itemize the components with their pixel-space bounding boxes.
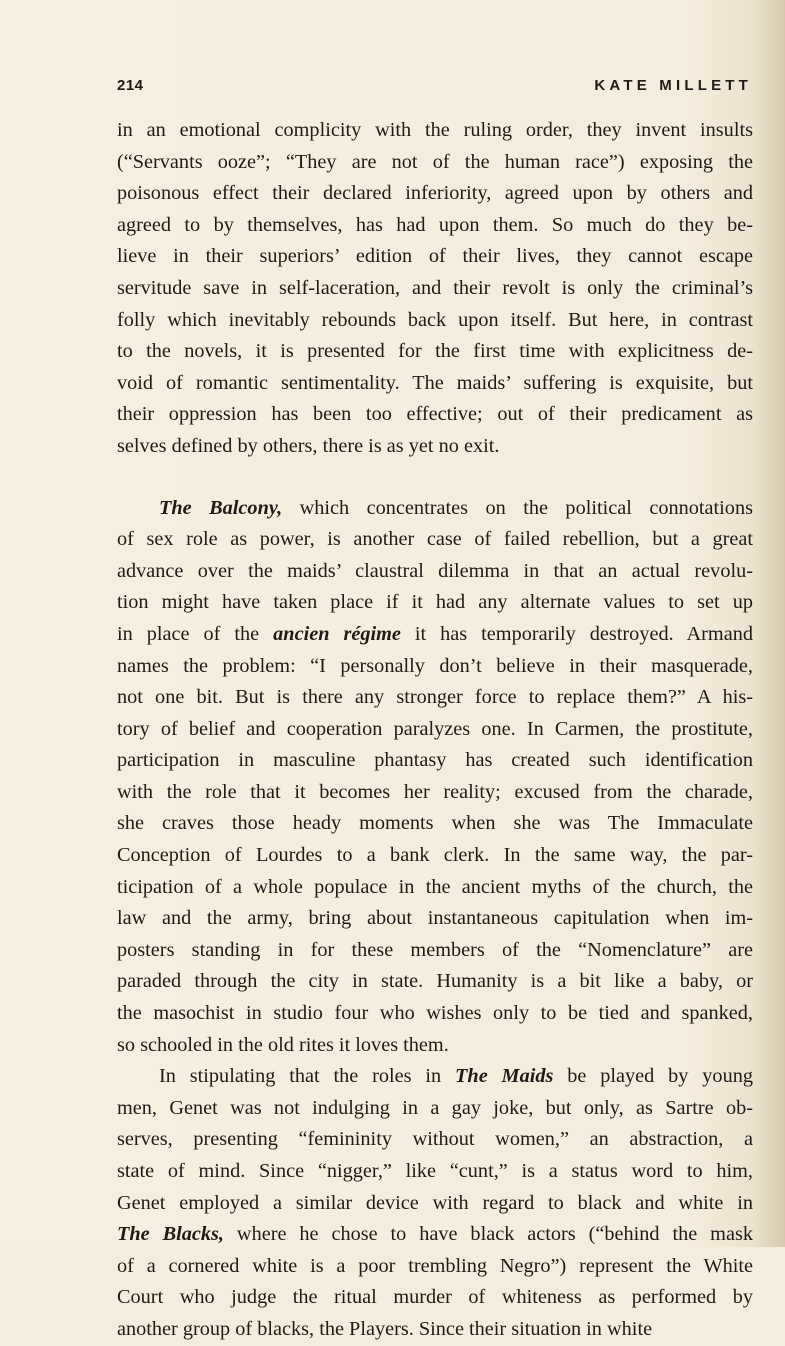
- text-line: [117, 935, 753, 967]
- text-run: participation in masculine phantasy has created such identification: [117, 749, 753, 772]
- text-line: [117, 178, 753, 210]
- text-run: selves defined by others, there is as yet no exit.: [117, 434, 500, 457]
- text-run: poisonous effect their declared inferiority, agreed upon by others and: [117, 182, 753, 205]
- text-run: void of romantic sentimentality. The maids’ suffering is exquisite, but: [117, 371, 753, 394]
- text-line: [117, 903, 753, 935]
- text-line: [117, 714, 753, 746]
- text-line: [117, 305, 753, 337]
- text-run: Conception of Lourdes to a bank clerk. In the same way, the par-: [117, 844, 753, 867]
- text-run: of a cornered white is a poor trembling Negro”) represent the White: [117, 1254, 753, 1277]
- page-number: 214: [117, 77, 144, 94]
- text-line: [117, 1282, 753, 1314]
- text-line: [117, 619, 753, 651]
- text-run: posters standing in for these members of the “Nomenclature” are: [117, 938, 753, 961]
- text-line: [117, 1030, 753, 1062]
- text-line: [117, 1156, 753, 1188]
- text-line: [117, 336, 753, 368]
- paragraph-gap: [117, 463, 753, 493]
- italic-title: The Maids: [455, 1065, 554, 1088]
- text-run: advance over the maids’ claustral dilemma in that an actual revolu-: [117, 559, 753, 582]
- text-run: not one bit. But is there any stronger force to replace them?” A his-: [117, 686, 753, 709]
- text-run: agreed to by themselves, has had upon them. So much do they be-: [117, 213, 753, 236]
- text-run: their oppression has been too effective; out of their predicament as: [117, 403, 753, 426]
- text-line: [117, 1061, 753, 1093]
- text-run: names the problem: “I personally don’t believe in their masquerade,: [117, 654, 753, 677]
- text-line: [117, 147, 753, 179]
- text-run: (“Servants ooze”; “They are not of the human race”) exposing the: [117, 150, 753, 173]
- text-line: [117, 682, 753, 714]
- text-line: [117, 1251, 753, 1283]
- paragraph: [117, 115, 753, 463]
- text-run: servitude save in self-laceration, and their revolt is only the criminal’s: [117, 276, 753, 299]
- text-run: where he chose to have black actors (“behind the mask: [224, 1223, 753, 1246]
- body-text: [117, 115, 753, 1346]
- text-line: [117, 524, 753, 556]
- text-line: [117, 273, 753, 305]
- text-line: [117, 556, 753, 588]
- text-run: she craves those heady moments when she was The Immaculate: [117, 812, 753, 835]
- text-run: another group of blacks, the Players. Since their situation in white: [117, 1317, 653, 1340]
- paragraph: [117, 493, 753, 1062]
- text-line: [117, 808, 753, 840]
- text-run: tion might have taken place if it had any alternate values to set up: [117, 591, 753, 614]
- text-line: [117, 998, 753, 1030]
- text-run: lieve in their superiors’ edition of their lives, they cannot escape: [117, 245, 753, 268]
- text-line: [117, 1124, 753, 1156]
- text-run: to the novels, it is presented for the first time with explicitness de-: [117, 340, 753, 363]
- text-run: so schooled in the old rites it loves them.: [117, 1033, 449, 1056]
- italic-title: ancien régime: [273, 622, 401, 645]
- text-line: [117, 1093, 753, 1125]
- text-line: [117, 777, 753, 809]
- text-run: of sex role as power, is another case of failed rebellion, but a great: [117, 528, 753, 551]
- running-head-author: KATE MILLETT: [594, 77, 752, 94]
- text-run: which concentrates on the political connotations: [282, 496, 753, 519]
- text-line: [117, 587, 753, 619]
- text-line: [117, 872, 753, 904]
- text-line: [117, 368, 753, 400]
- text-line: [117, 840, 753, 872]
- italic-title: The Blacks,: [117, 1223, 224, 1246]
- text-run: men, Genet was not indulging in a gay joke, but only, as Sartre ob-: [117, 1096, 753, 1119]
- text-run: with the role that it becomes her reality; excused from the charade,: [117, 780, 753, 803]
- text-line: [117, 1219, 753, 1251]
- text-line: [117, 1188, 753, 1220]
- text-line: [117, 399, 753, 431]
- text-run: Genet employed a similar device with regard to black and white in: [117, 1191, 753, 1214]
- text-run: ticipation of a whole populace in the ancient myths of the church, the: [117, 875, 753, 898]
- text-run: in place of the: [117, 622, 274, 645]
- text-line: [117, 493, 753, 525]
- text-run: folly which inevitably rebounds back upon itself. But here, in contrast: [117, 308, 753, 331]
- text-run: In stipulating that the roles in: [159, 1065, 456, 1088]
- text-run: the masochist in studio four who wishes only to be tied and spanked,: [117, 1002, 753, 1025]
- text-run: Court who judge the ritual murder of whiteness as performed by: [117, 1286, 753, 1309]
- text-run: it has temporarily destroyed. Armand: [400, 622, 753, 645]
- text-run: serves, presenting “femininity without women,” an abstraction, a: [117, 1128, 753, 1151]
- text-line: [117, 431, 753, 463]
- italic-title: The Balcony,: [159, 496, 283, 519]
- text-line: [117, 745, 753, 777]
- text-run: state of mind. Since “nigger,” like “cunt,” is a status word to him,: [117, 1160, 753, 1182]
- text-line: [117, 241, 753, 273]
- text-line: [117, 210, 753, 242]
- text-line: [117, 651, 753, 683]
- paragraph: [117, 1061, 753, 1345]
- text-run: law and the army, bring about instantaneous capitulation when im-: [117, 907, 753, 930]
- text-run: tory of belief and cooperation paralyzes one. In Carmen, the prostitute,: [117, 717, 753, 740]
- text-run: be played by young: [553, 1065, 753, 1088]
- text-run: paraded through the city in state. Humanity is a bit like a baby, or: [117, 970, 753, 993]
- text-line: [117, 115, 753, 147]
- text-line: [117, 966, 753, 998]
- running-head: [117, 77, 752, 99]
- text-run: in an emotional complicity with the ruling order, they invent insults: [117, 119, 753, 141]
- text-line: [117, 1314, 753, 1346]
